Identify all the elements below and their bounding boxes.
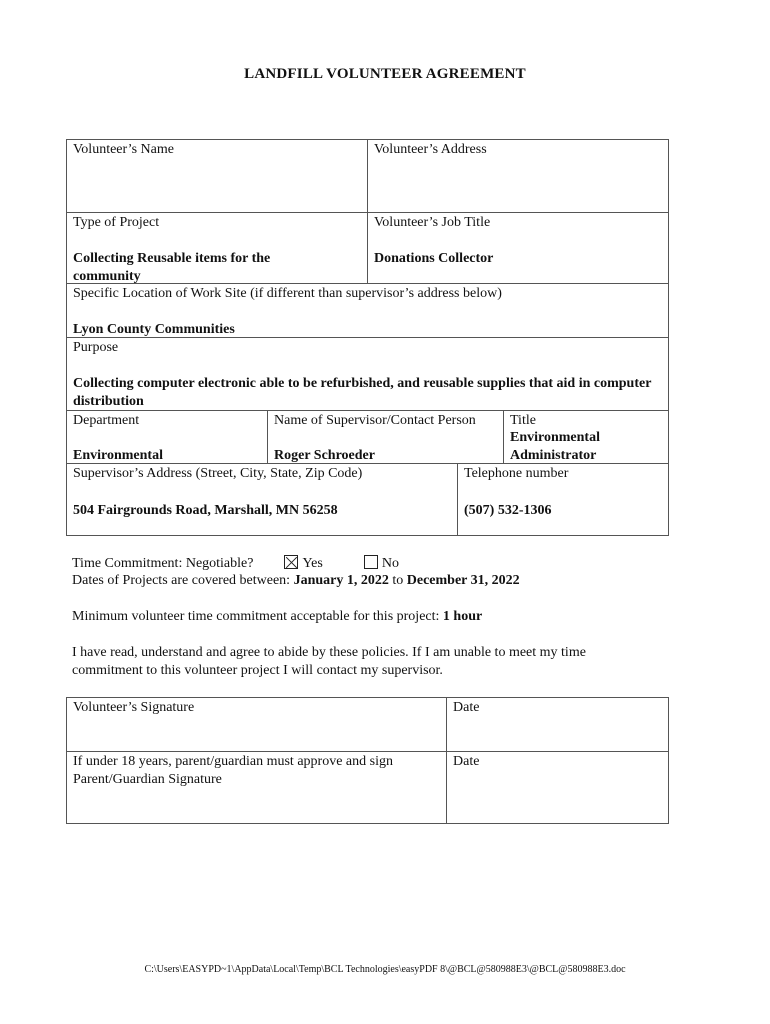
minimum-prefix: Minimum volunteer time commitment acceptable for this project: bbox=[72, 609, 443, 624]
job-title-cell[interactable] bbox=[367, 212, 669, 284]
minimum-value: 1 hour bbox=[442, 609, 483, 624]
start-date: January 1, 2022 bbox=[293, 573, 389, 588]
end-date: December 31, 2022 bbox=[406, 573, 520, 588]
supervisor-address-label: Supervisor’s Address (Street, City, State, Zip Code) bbox=[73, 466, 363, 481]
title-cell[interactable] bbox=[503, 410, 669, 464]
supervisor-address-value: 504 Fairgrounds Road, Marshall, MN 56258 bbox=[73, 503, 338, 518]
guardian-signature-label: Parent/Guardian Signature bbox=[73, 772, 222, 787]
department-label: Department bbox=[73, 413, 140, 428]
dates-prefix: Dates of Projects are covered between: bbox=[72, 573, 294, 588]
job-title-label: Volunteer’s Job Title bbox=[374, 215, 491, 230]
volunteer-signature-cell[interactable] bbox=[66, 697, 447, 752]
signature-date-cell[interactable] bbox=[446, 697, 669, 752]
no-label: No bbox=[381, 556, 399, 571]
guardian-signature-cell[interactable] bbox=[66, 751, 447, 824]
volunteer-name-label: Volunteer’s Name bbox=[73, 142, 174, 157]
telephone-cell[interactable] bbox=[457, 463, 669, 536]
volunteer-address-cell[interactable] bbox=[367, 139, 669, 213]
guardian-date-label: Date bbox=[453, 754, 480, 769]
agreement-line-2: commitment to this volunteer project I will contact my supervisor. bbox=[72, 663, 443, 678]
volunteer-name-cell[interactable] bbox=[66, 139, 368, 213]
supervisor-cell[interactable] bbox=[267, 410, 504, 464]
negotiable-label: Time Commitment: Negotiable? bbox=[72, 556, 254, 571]
supervisor-value: Roger Schroeder bbox=[274, 448, 375, 463]
department-cell[interactable] bbox=[66, 410, 268, 464]
yes-label: Yes bbox=[302, 556, 323, 571]
volunteer-signature-label: Volunteer’s Signature bbox=[73, 700, 195, 715]
agreement-line-1: I have read, understand and agree to abide by these policies. If I am unable to meet my time bbox=[72, 645, 586, 660]
work-location-label: Specific Location of Work Site (if different than supervisor’s address below) bbox=[73, 286, 502, 301]
work-location-cell[interactable] bbox=[66, 283, 669, 338]
dates-to: to bbox=[388, 573, 407, 588]
project-type-label: Type of Project bbox=[73, 215, 160, 230]
title-value: Environmental Administrator bbox=[510, 430, 600, 463]
file-path-footer: C:\Users\EASYPD~1\AppData\Local\Temp\BCL Technologies\easyPDF 8\@BCL@580988E3\@BCL@580988E3.doc bbox=[144, 964, 626, 975]
time-commitment-line bbox=[72, 555, 399, 572]
project-type-value: Collecting Reusable items for the community bbox=[73, 251, 271, 284]
guardian-note: If under 18 years, parent/guardian must approve and sign bbox=[73, 754, 393, 769]
minimum-commitment-line bbox=[72, 609, 482, 625]
document-title: LANDFILL VOLUNTEER AGREEMENT bbox=[244, 66, 526, 82]
yes-checkbox[interactable] bbox=[284, 555, 298, 569]
no-checkbox[interactable] bbox=[364, 555, 378, 569]
department-value: Environmental bbox=[73, 448, 163, 463]
telephone-label: Telephone number bbox=[464, 466, 569, 481]
work-location-value: Lyon County Communities bbox=[73, 322, 235, 337]
purpose-cell[interactable] bbox=[66, 337, 669, 411]
supervisor-address-cell[interactable] bbox=[66, 463, 458, 536]
project-type-cell[interactable] bbox=[66, 212, 368, 284]
telephone-value: (507) 532-1306 bbox=[464, 503, 552, 518]
supervisor-label: Name of Supervisor/Contact Person bbox=[274, 413, 476, 428]
signature-date-label: Date bbox=[453, 700, 480, 715]
purpose-value: Collecting computer electronic able to be refurbished, and reusable supplies that aid in computer distribution bbox=[73, 376, 652, 409]
project-dates-line bbox=[72, 573, 520, 589]
title-label: Title bbox=[510, 413, 536, 428]
volunteer-address-label: Volunteer’s Address bbox=[374, 142, 487, 157]
purpose-label: Purpose bbox=[73, 340, 119, 355]
job-title-value: Donations Collector bbox=[374, 251, 494, 266]
guardian-date-cell[interactable] bbox=[446, 751, 669, 824]
